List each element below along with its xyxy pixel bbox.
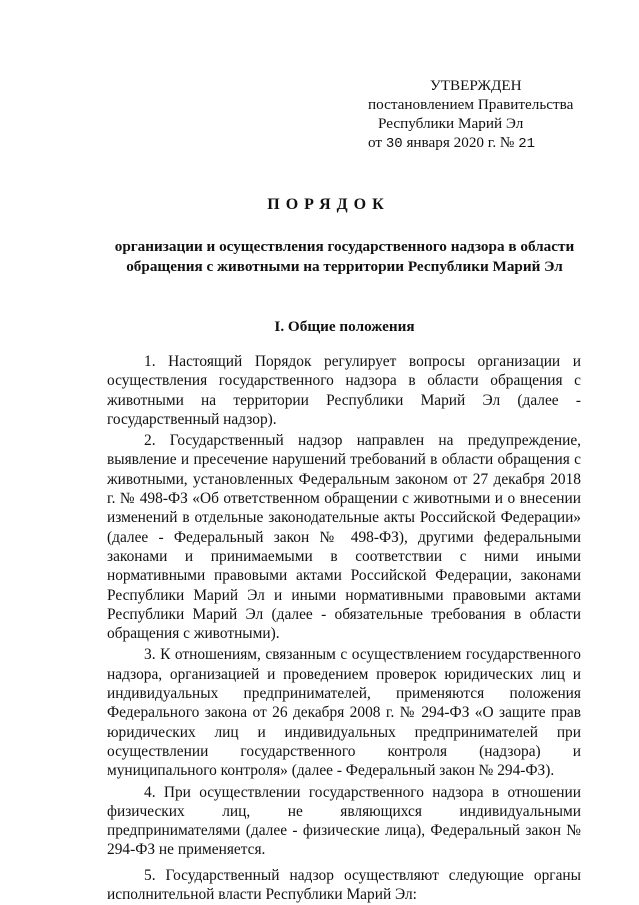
document-body [107, 352, 581, 904]
approval-status: УТВЕРЖДЕН [430, 77, 522, 94]
document-subtitle: организации и осуществления государственного надзора в области обращения с животными на территории Республики Марий Эл [114, 238, 575, 275]
approval-authority: Республики Марий Эл [378, 115, 524, 132]
paragraph-1: 1. Настоящий Порядок регулирует вопросы организации и осуществления государственного надзора в области обращения с животными на территории Республики Марий Эл (далее - государственный надзор). [107, 353, 581, 428]
paragraph-2: 2. Государственный надзор направлен на предупреждение, выявление и пресечение нарушений требований в области обращения с животными, установленных Федеральным законом от 27 декабря 2018 г. № 498-ФЗ «Об ответственном обращении с животными и о внесении изменений в отдельные законодательные акты Российской Федерации» (далее - Федеральный закон № 498-ФЗ), другими федеральными законами и принимаемыми в соответствии с ними иными нормативными правовыми актами Российской Федерации, законами Республики Марий Эл и иными нормативными правовыми актами Республики Марий Эл (далее - обязательные требования в области обращения с животными). [107, 432, 581, 643]
paragraph-5: 5. Государственный надзор осуществляют следующие органы исполнительной власти Республики Марий Эл: [107, 866, 581, 904]
approval-number: 21 [518, 136, 536, 152]
approval-month-year: января 2020 г. № [406, 134, 515, 151]
document-title: ПОРЯДОК [267, 196, 390, 213]
approval-date-prefix: от [368, 134, 383, 151]
approval-date-line [368, 133, 598, 154]
paragraph-3: 3. К отношениям, связанным с осуществлением государственного надзора, организацией и проведением проверок юридических лиц и индивидуальных предпринимателей, применяются положения Федерального закона от 26 декабря 2008 г. № 294-ФЗ «О защите прав юридических лиц и индивидуальных предпринимателей при осуществлении государственного контроля (надзора) и муниципального контроля» (далее - Федеральный закон № 294-ФЗ). [107, 646, 581, 780]
approval-stamp [368, 76, 598, 154]
paragraph-4: 4. При осуществлении государственного надзора в отношении физических лиц, не являющихся индивидуальными предпринимателями (далее - физические лица), Федеральный закон № 294-ФЗ не применяется. [107, 783, 581, 859]
approval-decree: постановлением Правительства [368, 96, 574, 113]
approval-day: 30 [385, 136, 403, 152]
section-heading: I. Общие положения [274, 318, 415, 335]
